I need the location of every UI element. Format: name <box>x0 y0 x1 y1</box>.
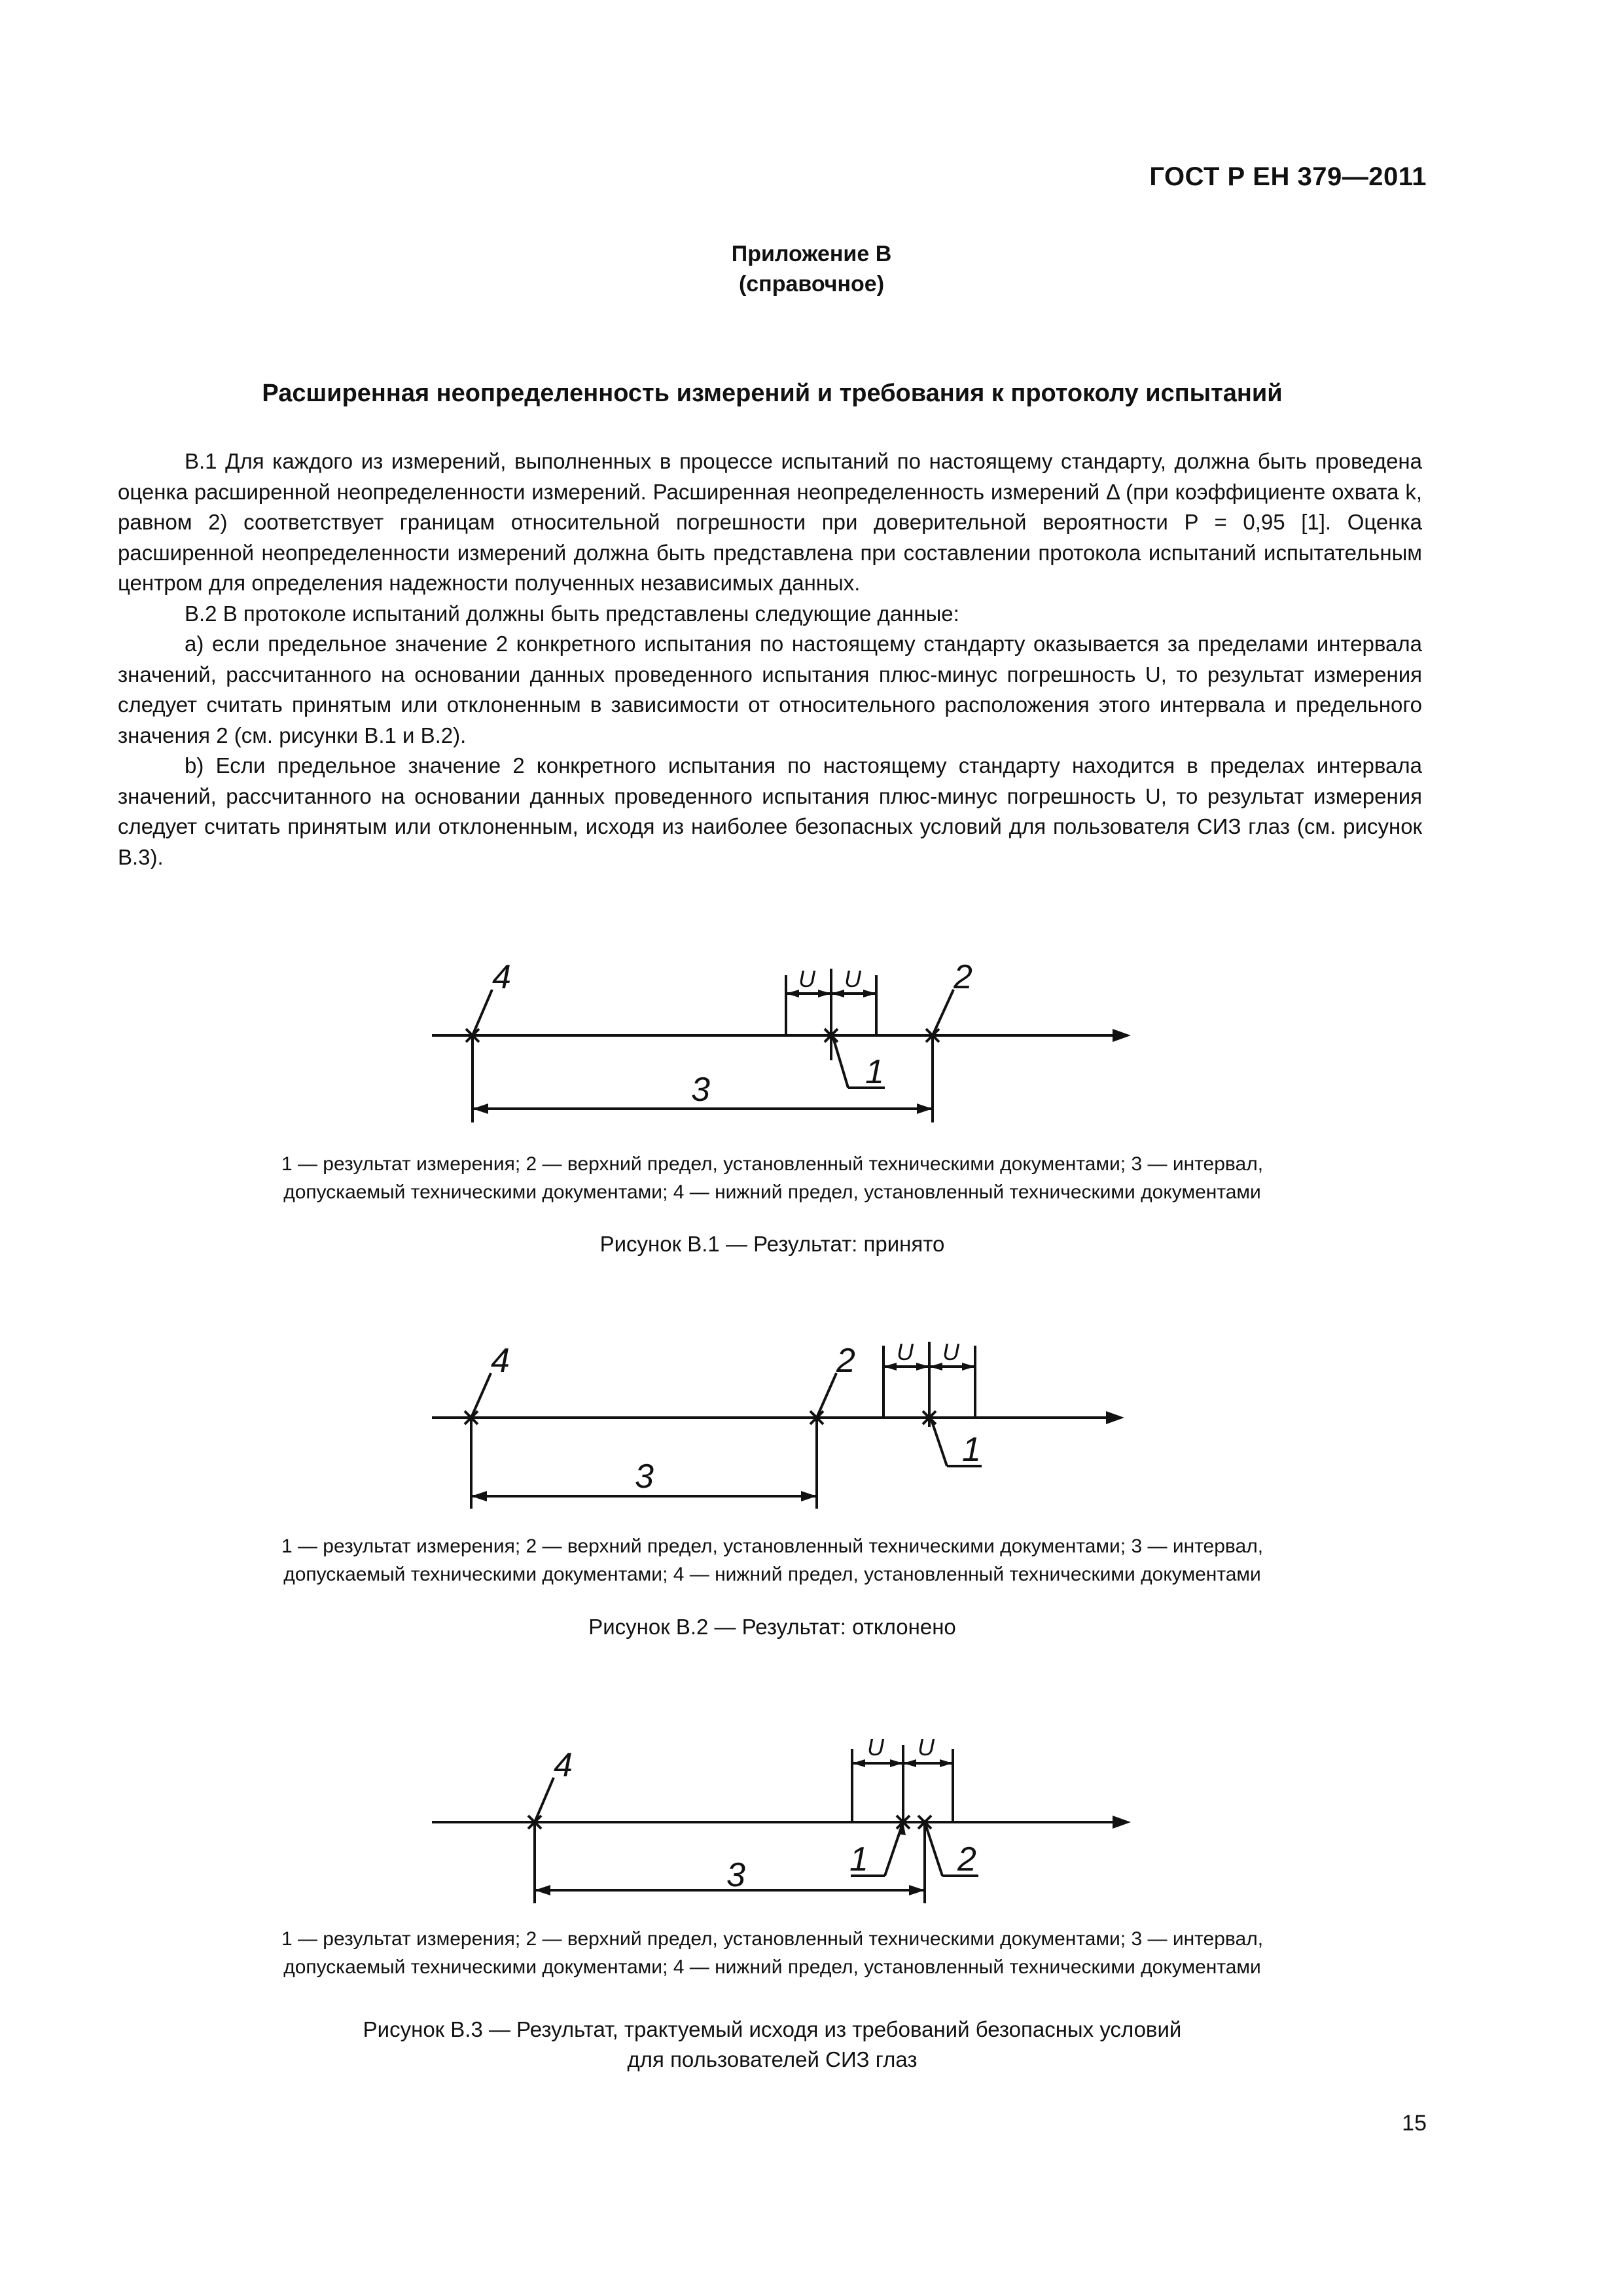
figure-b2-diagram <box>0 1296 1623 1518</box>
figure-b3-legend <box>118 1925 1427 1981</box>
label-4: 4 <box>492 958 511 996</box>
caption-line: для пользователей СИЗ глаз <box>627 2047 918 2072</box>
section-title: Расширенная неопределенность измерений и требования к протоколу испытаний <box>262 380 1283 407</box>
label-2: 2 <box>954 958 972 996</box>
figure-b1-diagram <box>0 916 1623 1139</box>
caption-line: Рисунок B.3 — Результат, трактуемый исходя из требований безопасных условий <box>363 2017 1182 2041</box>
legend-line: допускаемый техническими документами; 4 — нижний предел, установленный техническими документами <box>283 1181 1261 1203</box>
paragraph-a: a) если предельное значение 2 конкретного испытания по настоящему стандарту оказывается за пределами интервала значений, рассчитанного на основании данных проведенного испытания плюс-минус погрешность U, то результат измерения следует считать принятым или отклоненным в зависимости от относительного расположения этого интервала и предельного значения 2 (см. рисунки B.1 и B.2). <box>118 632 1422 747</box>
label-2: 2 <box>957 1840 976 1878</box>
label-2: 2 <box>836 1342 855 1380</box>
label-1: 1 <box>865 1053 884 1091</box>
document-number: ГОСТ Р ЕН 379—2011 <box>1149 162 1427 191</box>
appendix-subtitle: (справочное) <box>738 272 885 296</box>
label-1: 1 <box>962 1431 981 1469</box>
label-3: 3 <box>726 1856 745 1894</box>
u-label: U <box>844 965 861 992</box>
label-4: 4 <box>491 1342 510 1380</box>
paragraph-b: b) Если предельное значение 2 конкретного испытания по настоящему стандарту находится в пределах интервала значений, рассчитанного на основании данных проведенного испытания плюс-минус погрешность U, то результат измерения следует считать принятым или отклоненным, исходя из наиболее безопасных условий для пользователя СИЗ глаз (см. рисунок B.3). <box>118 753 1422 869</box>
figure-b2-legend <box>118 1532 1427 1588</box>
label-4: 4 <box>554 1746 573 1784</box>
legend-line: 1 — результат измерения; 2 — верхний предел, установленный техническими документами; 3 — интервал, <box>281 1928 1264 1950</box>
paragraph-b1: B.1 Для каждого из измерений, выполненных в процессе испытаний по настоящему стандарту, должна быть проведена оценка расширенной неопределенности измерений. Расширенная неопределенность измерений Δ (при коэффициенте охвата k, равном 2) соответствует границам относительной погрешности при доверительной вероятности P = 0,95 [1]. Оценка расширенной неопределенности измерений должна быть представлена при составлении протокола испытаний испытательным центром для определения надежности полученных независимых данных. <box>118 449 1422 595</box>
legend-line: допускаемый техническими документами; 4 — нижний предел, установленный техническими документами <box>283 1956 1261 1978</box>
appendix-title: Приложение B <box>731 242 892 266</box>
label-1: 1 <box>849 1840 868 1878</box>
page-number: 15 <box>1402 2111 1427 2136</box>
legend-line: допускаемый техническими документами; 4 — нижний предел, установленный техническими документами <box>283 1564 1261 1585</box>
legend-line: 1 — результат измерения; 2 — верхний предел, установленный техническими документами; 3 — интервал, <box>281 1535 1264 1557</box>
appendix-heading <box>484 239 1139 299</box>
u-label: U <box>798 965 815 992</box>
u-label: U <box>942 1338 959 1365</box>
paragraph-b2: B.2 В протоколе испытаний должны быть представлены следующие данные: <box>185 601 959 626</box>
u-label: U <box>867 1734 884 1761</box>
u-label: U <box>897 1338 914 1365</box>
figure-b3-caption <box>118 2015 1427 2075</box>
label-3: 3 <box>691 1071 710 1109</box>
figure-b1-legend <box>118 1150 1427 1206</box>
body-text <box>118 446 1422 872</box>
label-3: 3 <box>635 1458 654 1496</box>
u-label: U <box>918 1734 935 1761</box>
figure-b3-diagram <box>0 1695 1623 1918</box>
figure-b2-caption: Рисунок B.2 — Результат: отклонено <box>588 1615 956 1639</box>
legend-line: 1 — результат измерения; 2 — верхний предел, установленный техническими документами; 3 — интервал, <box>281 1153 1264 1175</box>
figure-b1-caption: Рисунок B.1 — Результат: принято <box>599 1232 945 1256</box>
